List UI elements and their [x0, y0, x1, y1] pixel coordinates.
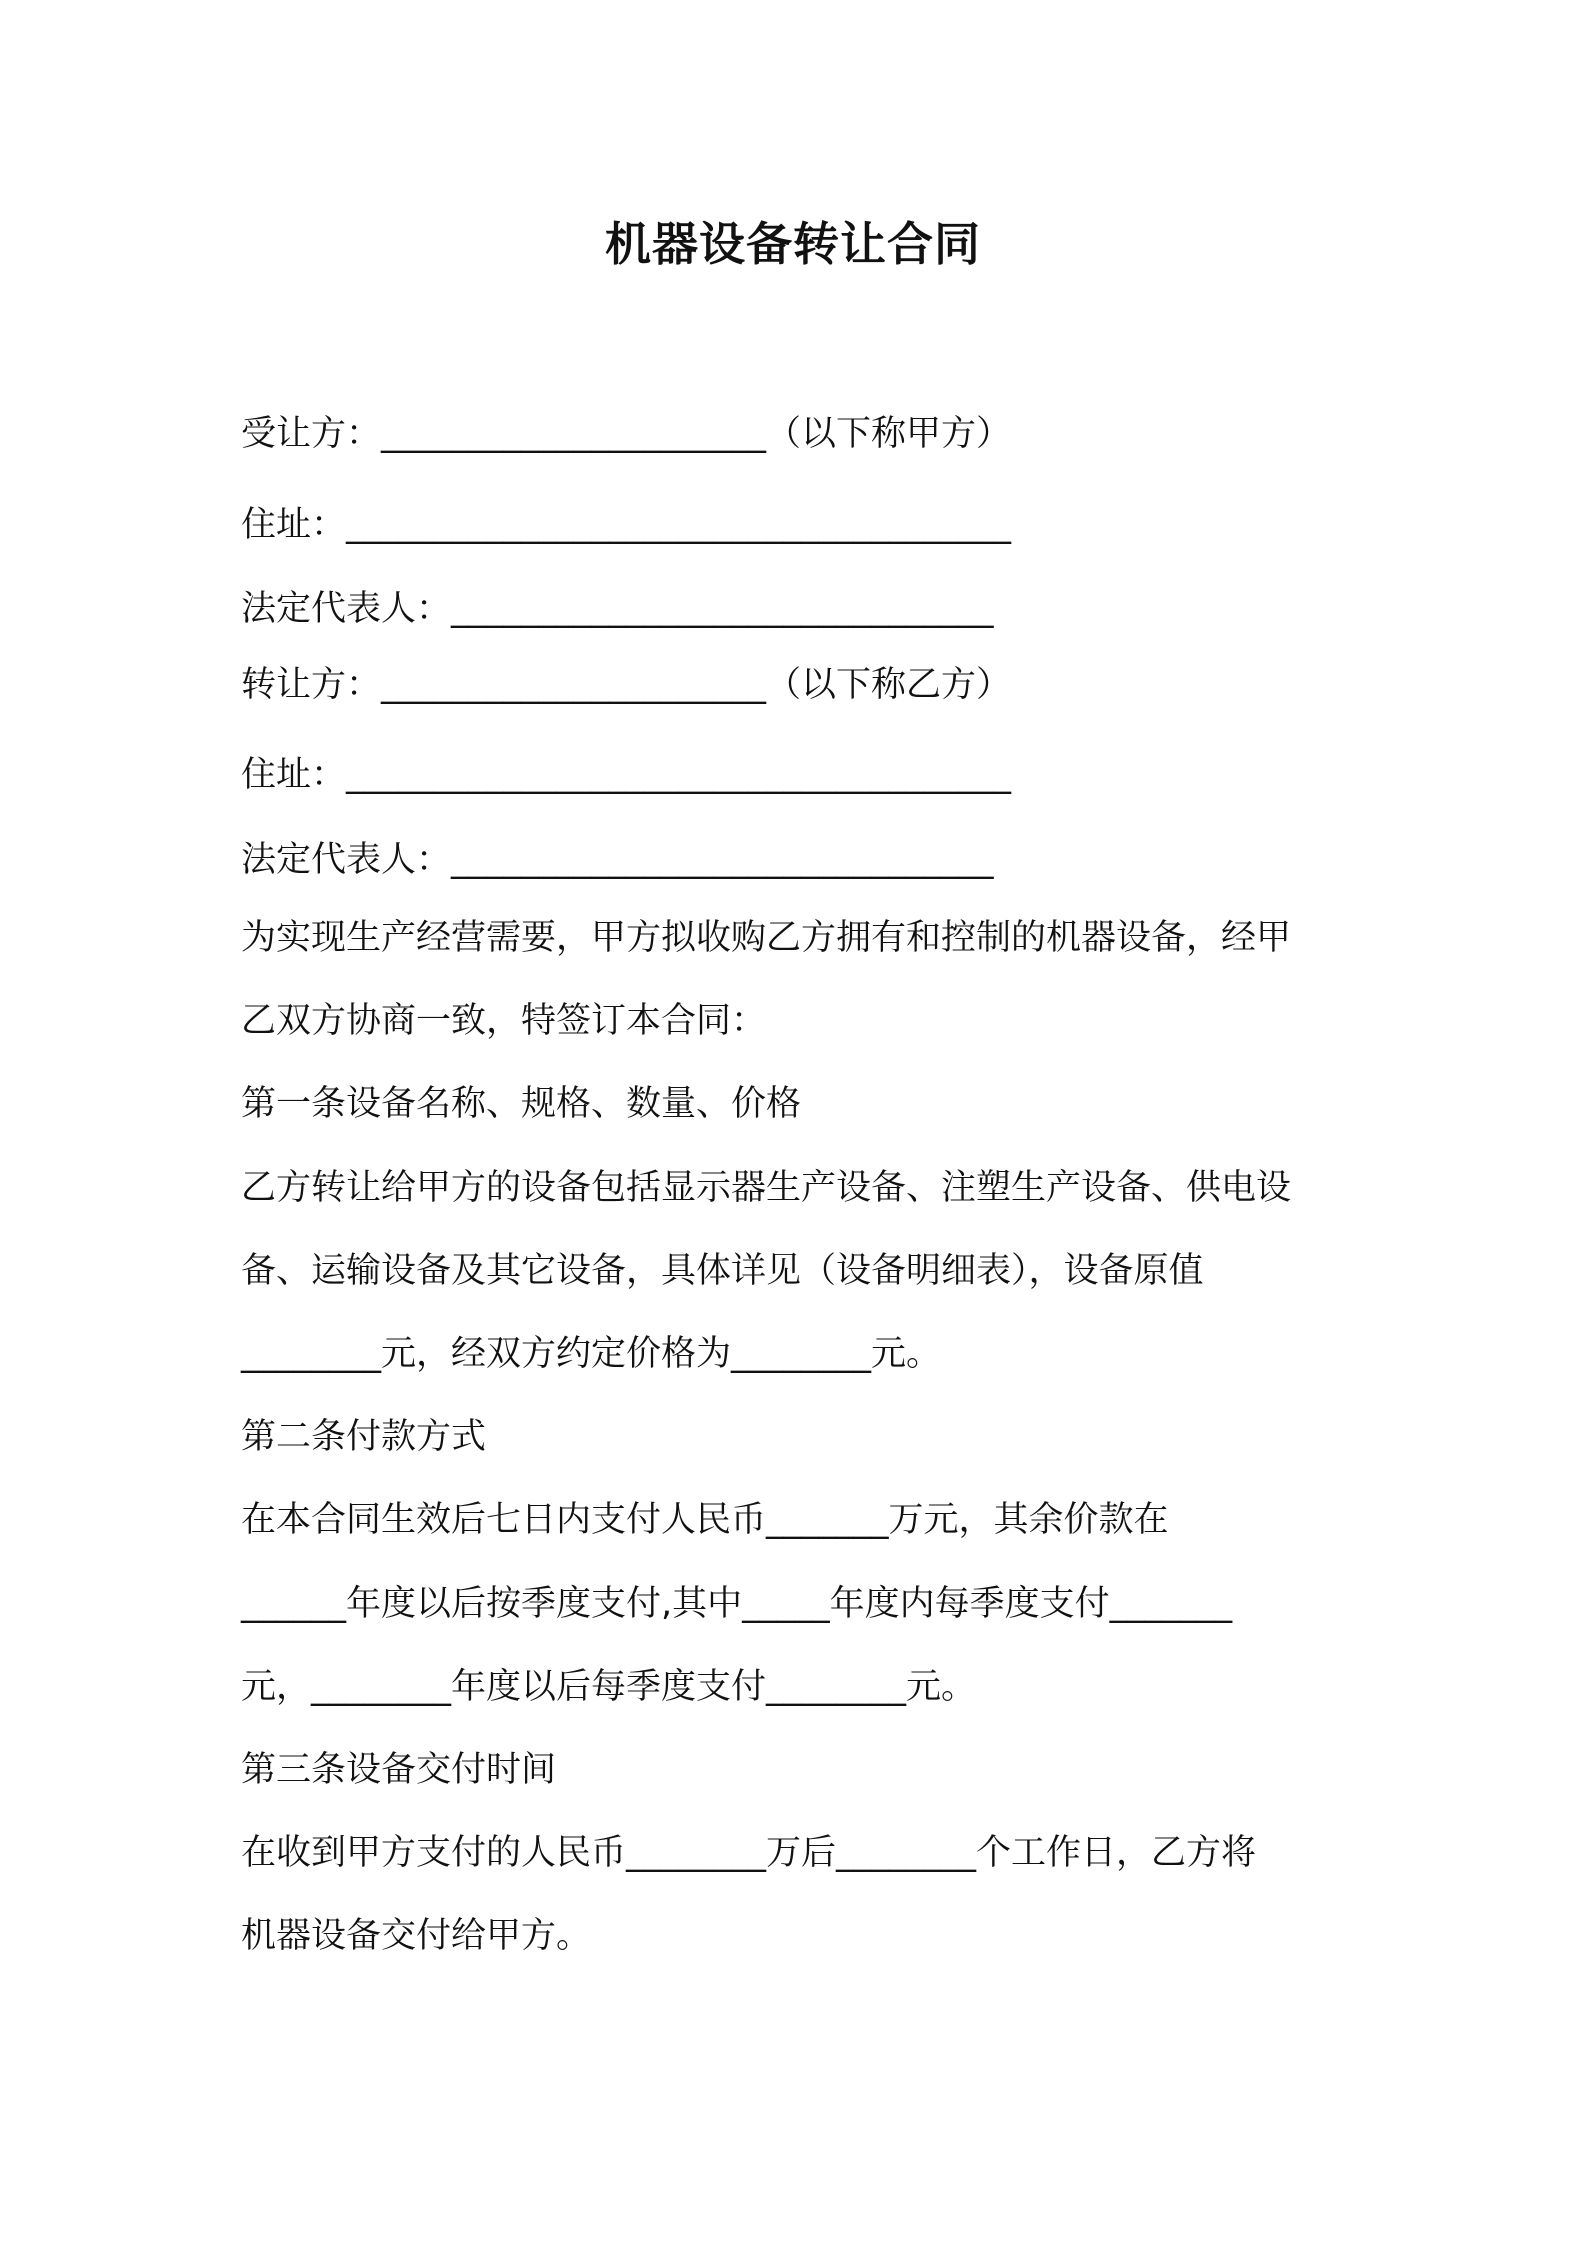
- transferor-address-line: 住址：______________________________________: [241, 755, 1012, 795]
- article-2-line-2: ______年度以后按季度支付,其中_____年度内每季度支付_______: [241, 1584, 1233, 1624]
- transferor-representative-line: 法定代表人：_______________________________: [241, 840, 994, 880]
- article-3-line-2: 机器设备交付给甲方。: [241, 1916, 592, 1956]
- article-1-line-3: ________元，经双方约定价格为________元。: [241, 1334, 942, 1374]
- article-2-line-1: 在本合同生效后七日内支付人民币_______万元，其余价款在: [241, 1500, 1169, 1540]
- document-title: 机器设备转让合同: [605, 217, 981, 271]
- transferee-line: 受让方：______________________（以下称甲方）: [241, 414, 1012, 454]
- article-1-line-1: 乙方转让给甲方的设备包括显示器生产设备、注塑生产设备、供电设: [241, 1168, 1292, 1208]
- article-3-line-1: 在收到甲方支付的人民币________万后________个工作日，乙方将: [241, 1833, 1257, 1873]
- transferor-line: 转让方：______________________（以下称乙方）: [241, 665, 1012, 705]
- article-2-heading: 第二条付款方式: [241, 1417, 487, 1457]
- preamble-line-1: 为实现生产经营需要，甲方拟收购乙方拥有和控制的机器设备，经甲: [241, 918, 1292, 958]
- article-1-line-2: 备、运输设备及其它设备，具体详见（设备明细表），设备原值: [241, 1251, 1204, 1291]
- article-1-heading: 第一条设备名称、规格、数量、价格: [241, 1084, 802, 1124]
- preamble-line-2: 乙双方协商一致，特签订本合同：: [241, 1001, 767, 1041]
- transferee-address-line: 住址：______________________________________: [241, 505, 1012, 545]
- article-3-heading: 第三条设备交付时间: [241, 1750, 557, 1790]
- transferee-representative-line: 法定代表人：_______________________________: [241, 589, 994, 629]
- article-2-line-3: 元，________年度以后每季度支付________元。: [241, 1667, 977, 1707]
